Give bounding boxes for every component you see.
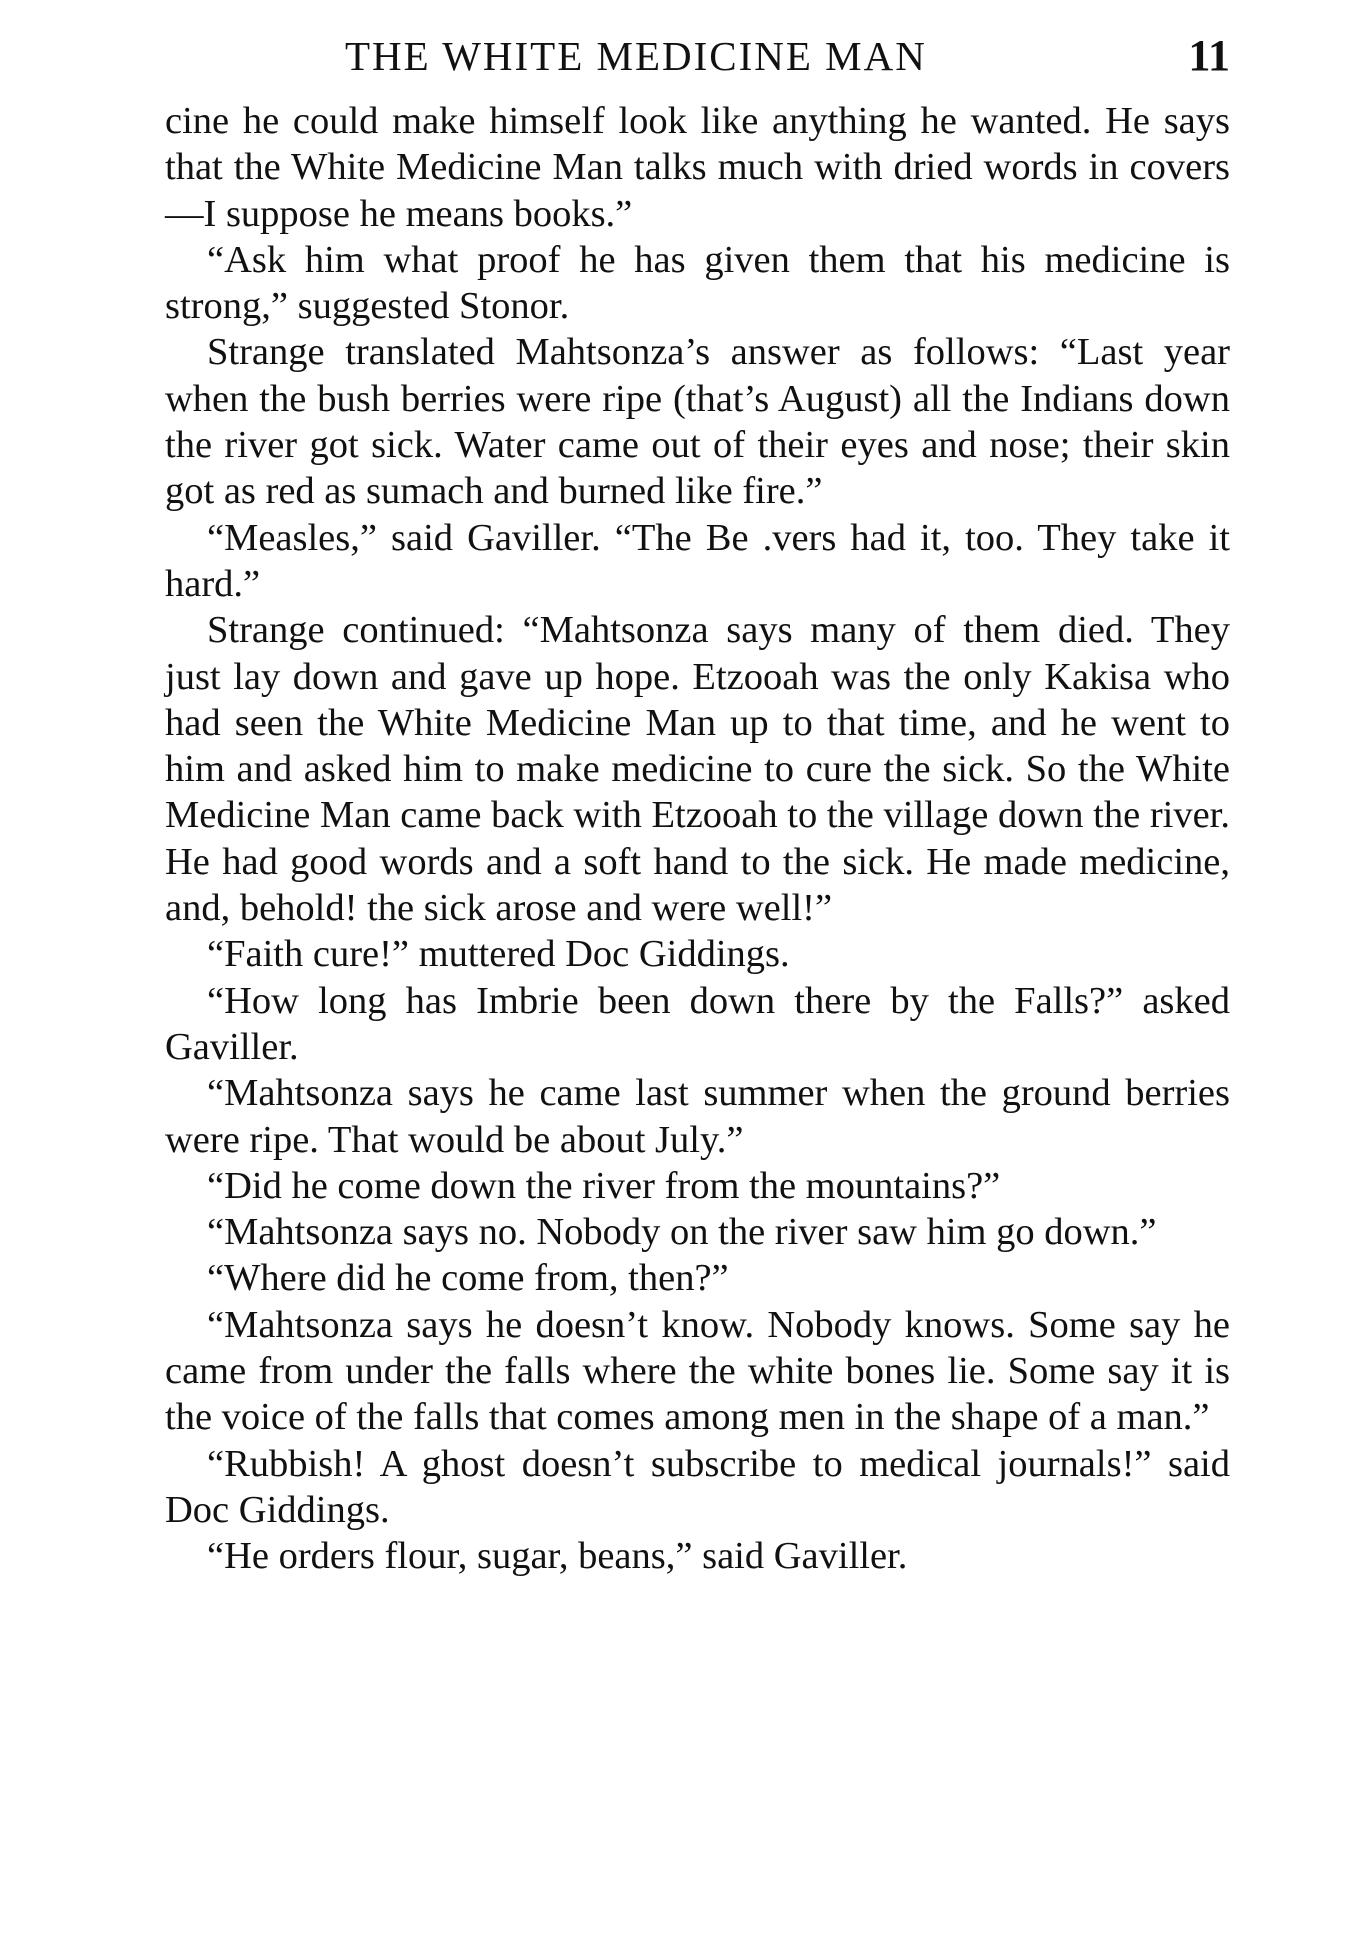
paragraph: Strange continued: “Mahtsonza says many of them died. They just lay down and gave up hope. Etzooah was the only Kakisa who had seen the White Medicine Man up to that time, and he went to him and asked him to make medicine to cure the sick. So the White Medicine Man came back with Etzooah to the village down the river. He had good words and a soft hand to the sick. He made medicine, and, behold! the sick arose and were well!”	[165, 609, 1230, 930]
body-text	[165, 98, 1230, 1580]
paragraph: “Mahtsonza says he doesn’t know. Nobody knows. Some say he came from under the falls where the white bones lie. Some say it is the voice of the falls that comes among men in the shape of a man.”	[165, 1303, 1230, 1439]
book-page	[165, 22, 1230, 1580]
paragraph: “Did he come down the river from the mountains?”	[207, 1164, 1001, 1207]
paragraph: “He orders flour, sugar, beans,” said Gaviller.	[207, 1535, 908, 1578]
paragraph: “Where did he come from, then?”	[207, 1257, 729, 1300]
paragraph: “How long has Imbrie been down there by the Falls?” asked Gaviller.	[165, 979, 1230, 1068]
paragraph: “Mahtsonza says he came last summer when the ground berries were ripe. That would be about July.”	[165, 1072, 1230, 1161]
page-number: 11	[1188, 31, 1230, 80]
paragraph: “Rubbish! A ghost doesn’t subscribe to medical journals!” said Doc Giddings.	[165, 1442, 1230, 1531]
paragraph: “Mahtsonza says no. Nobody on the river saw him go down.”	[207, 1211, 1157, 1254]
paragraph: “Measles,” said Gaviller. “The Be .vers had it, too. They take it hard.”	[165, 516, 1230, 605]
running-title: THE WHITE MEDICINE MAN	[345, 33, 927, 79]
running-head	[165, 22, 1230, 86]
paragraph: Strange translated Mahtsonza’s answer as follows: “Last year when the bush berries were ripe (that’s August) all the Indians down the river got sick. Water came out of their eyes and nose; their skin got as red as sumach and burned like fire.”	[165, 331, 1230, 513]
paragraph: cine he could make himself look like anything he wanted. He says that the White Medicine Man talks much with dried words in covers—I suppose he means books.”	[165, 100, 1230, 235]
paragraph: “Ask him what proof he has given them that his medicine is strong,” suggested Stonor.	[165, 238, 1230, 328]
paragraph: “Faith cure!” muttered Doc Giddings.	[207, 933, 790, 976]
